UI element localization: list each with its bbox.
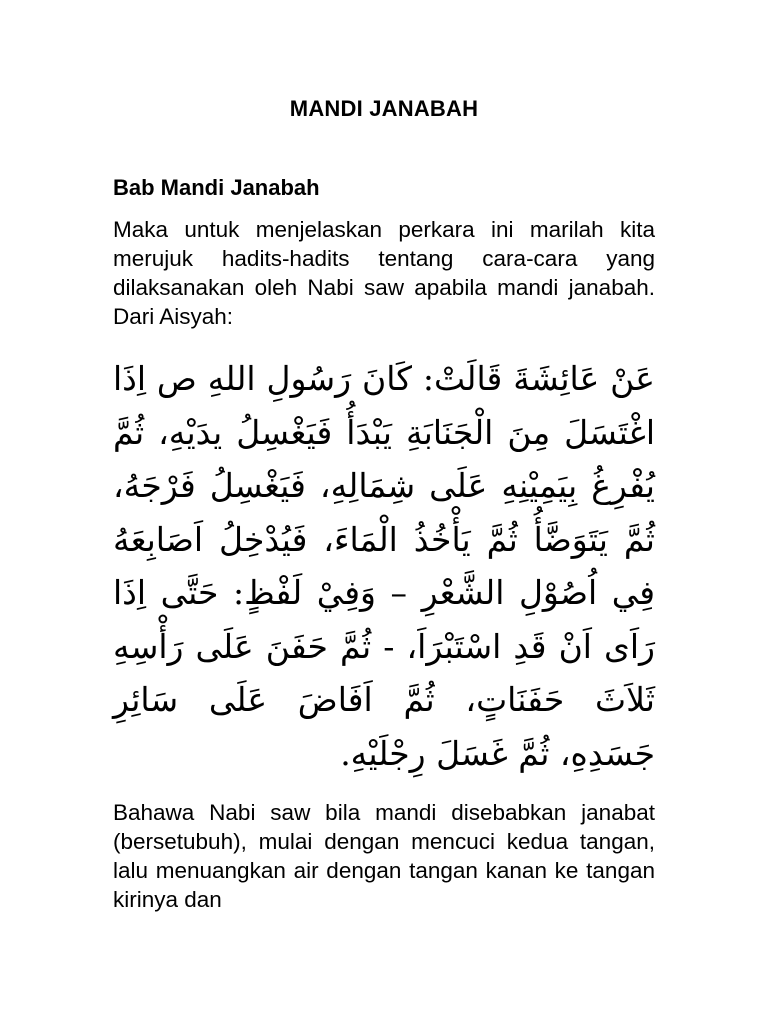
section-heading: Bab Mandi Janabah bbox=[113, 175, 320, 200]
intro-paragraph: Maka untuk menjelaskan perkara ini marilah kita merujuk hadits-hadits tentang cara-cara yang dilaksanakan oleh Nabi saw apabila mandi janabah. Dari Aisyah: bbox=[113, 217, 655, 329]
document-title: MANDI JANABAH bbox=[289, 96, 479, 121]
arabic-hadith-text: عَنْ عَائِشَةَ قَالَتْ: كَانَ رَسُولِ اللهِ ص اِذَا اغْتَسَلَ مِنَ الْجَنَابَةِ يَبْدَأُ فَيَغْسِلُ يدَيْهِ، ثُمَّ يُفْرِغُ بِيَمِيْنِهِ عَلَى شِمَالِهِ، فَيَغْسِلُ فَرْجَهُ، ثُمَّ يَتَوَضَّأُ ثُمَّ يَأْخُذُ الْمَاءَ، فَيُدْخِلُ اَصَابِعَهُ فِي اُصُوْلِ الشَّعْرِ – وَفِيْ لَفْظٍ: حَتَّى اِذَا رَاَى اَنْ قَدِ اسْتَبْرَاَ، - ثُمَّ حَفَنَ عَلَى رَأْسِهِ ثَلاَثَ حَفَنَاتٍ، ثُمَّ اَفَاضَ عَلَى سَائِرِ جَسَدِهِ، ثُمَّ غَسَلَ رِجْلَيْهِ. bbox=[113, 359, 655, 773]
translation-paragraph: Bahawa Nabi saw bila mandi disebabkan janabat (bersetubuh), mulai dengan mencuci kedua tangan, lalu menuangkan air dengan tangan kanan ke tangan kirinya dan bbox=[113, 800, 655, 912]
